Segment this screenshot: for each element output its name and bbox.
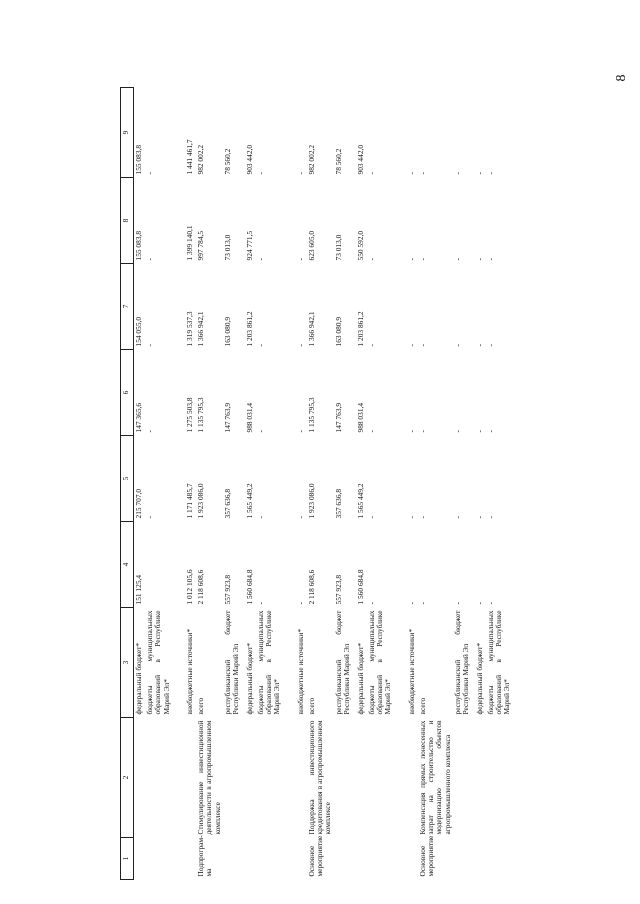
table-row bbox=[453, 88, 475, 880]
table-row bbox=[185, 88, 196, 880]
table-cell-c1: Основное мероприятие bbox=[417, 835, 435, 877]
table-cell-c5: - bbox=[417, 516, 427, 519]
table-cell-c2: Стимулирование инвестиционной деятельности в агропромышленном комплексе bbox=[196, 720, 222, 835]
page-number: 8 bbox=[614, 74, 629, 82]
table-row bbox=[356, 88, 367, 880]
header-cell: 8 bbox=[121, 178, 134, 264]
table-cell-c7: - bbox=[452, 344, 462, 347]
table-cell-c1 bbox=[134, 838, 146, 880]
table-cell-c4: 557 923,8 bbox=[333, 574, 343, 605]
table-cell-c6: - bbox=[474, 430, 484, 433]
table-cell-c6: 1 275 503,8 bbox=[185, 397, 194, 433]
table-cell-c3: внебюджетные источники* bbox=[185, 628, 194, 715]
table-cell-c3: республиканский бюджет Республики Марий Эл bbox=[333, 610, 351, 715]
table-cell-c7: 163 080,9 bbox=[222, 316, 232, 347]
table-cell-c4: 1 012 105,6 bbox=[185, 569, 194, 605]
table-row bbox=[475, 88, 486, 880]
table-cell-c4: - bbox=[255, 602, 265, 605]
table-cell-c2 bbox=[407, 718, 418, 838]
table-row bbox=[223, 88, 245, 880]
table-cell-c3: республиканский бюджет Республики Марий Эл bbox=[452, 610, 471, 715]
table-cell-c6: 988 031,4 bbox=[355, 402, 365, 433]
table-cell-c9: 1 441 461,7 bbox=[185, 139, 194, 175]
table-cell-c4: - bbox=[417, 602, 427, 605]
table-cell-c3: бюджеты муниципальных образований в Республике Марий Эл* bbox=[485, 610, 512, 715]
table-cell-c1 bbox=[453, 838, 475, 880]
table-cell-c8: - bbox=[417, 258, 427, 261]
table-cell-c6: - bbox=[295, 430, 305, 433]
table-cell-c8: - bbox=[295, 258, 305, 261]
table-cell-c3: бюджеты муниципальных образований в Республике Марий Эл* bbox=[145, 610, 171, 715]
table-cell-c1 bbox=[334, 838, 356, 880]
table-cell-c4: 2 118 608,6 bbox=[196, 569, 205, 605]
table-cell-c8: - bbox=[145, 258, 154, 261]
table-cell-c2 bbox=[356, 718, 367, 838]
table-cell-c8: - bbox=[255, 258, 265, 261]
table-cell-c7: - bbox=[474, 344, 484, 347]
table-cell-c6: - bbox=[417, 430, 427, 433]
table-cell-c3: всего bbox=[306, 697, 316, 715]
table-cell-c3: федеральный бюджет* bbox=[355, 642, 365, 715]
table-cell-c3: республиканский бюджет Республики Марий Эл bbox=[222, 610, 241, 715]
table-cell-c4: - bbox=[406, 602, 416, 605]
table-cell-c2 bbox=[334, 718, 356, 838]
table-cell-c7: - bbox=[417, 344, 427, 347]
table-row bbox=[196, 88, 223, 880]
table-cell-c9: 78 560,2 bbox=[222, 148, 232, 175]
table-cell-c2 bbox=[245, 718, 256, 838]
table-cell-c2 bbox=[134, 718, 146, 838]
table-cell-c4: 557 923,8 bbox=[222, 574, 232, 605]
table-cell-c9: - bbox=[145, 172, 154, 175]
table-cell-c7: - bbox=[295, 344, 305, 347]
table-cell-c5: - bbox=[145, 516, 154, 519]
table-cell-c5: 1 923 086,0 bbox=[196, 483, 205, 519]
table-cell-c9: - bbox=[295, 172, 305, 175]
table-cell-c1: Подпрограм-ма bbox=[196, 835, 214, 877]
table-cell-c5: - bbox=[474, 516, 484, 519]
table-cell-c2 bbox=[486, 718, 526, 838]
table-cell-c1 bbox=[256, 838, 296, 880]
table-cell-c5: 1 171 485,7 bbox=[185, 483, 194, 519]
table-cell-c4: - bbox=[366, 602, 376, 605]
table-cell-c7: 1 319 537,3 bbox=[185, 311, 194, 347]
table-cell-c6: - bbox=[452, 430, 462, 433]
table-cell-c1 bbox=[245, 838, 256, 880]
header-cell: 9 bbox=[121, 88, 134, 178]
table-cell-c7: 1 203 861,2 bbox=[244, 311, 254, 347]
table-cell-c4: - bbox=[452, 602, 462, 605]
table-cell-c6: 988 031,4 bbox=[244, 402, 254, 433]
table-cell-c1 bbox=[223, 838, 245, 880]
table-cell-c5: - bbox=[295, 516, 305, 519]
table-cell-c1 bbox=[367, 838, 407, 880]
table-cell-c5: - bbox=[485, 516, 495, 519]
table-cell-c5: - bbox=[406, 516, 416, 519]
table-cell-c1 bbox=[356, 838, 367, 880]
table-cell-c6: 147 763,9 bbox=[333, 402, 343, 433]
header-cell: 3 bbox=[121, 608, 134, 718]
table-cell-c3: бюджеты муниципальных образований в Республике Марий Эл* bbox=[255, 610, 282, 715]
table-cell-c5: 357 636,8 bbox=[333, 488, 343, 519]
table-cell-c1 bbox=[475, 838, 486, 880]
table-cell-c9: - bbox=[417, 172, 427, 175]
table-cell-c5: 1 923 086,0 bbox=[306, 483, 316, 519]
table-cell-c9: 903 442,0 bbox=[355, 144, 365, 175]
table-row bbox=[407, 88, 418, 880]
table-cell-c6: - bbox=[485, 430, 495, 433]
table-cell-c8: 1 399 140,1 bbox=[185, 225, 194, 261]
table-cell-c6: 1 135 795,3 bbox=[196, 397, 205, 433]
table-cell-c3: федеральный бюджет* bbox=[134, 642, 143, 715]
table-cell-c5: 215 707,0 bbox=[134, 488, 143, 519]
table-cell-c3: внебюджетные источники* bbox=[295, 628, 305, 715]
table-row bbox=[418, 88, 453, 880]
table-cell-c5: - bbox=[255, 516, 265, 519]
header-cell: 1 bbox=[121, 838, 134, 880]
table-body bbox=[134, 88, 526, 880]
table-cell-c8: 623 605,0 bbox=[306, 230, 316, 261]
table-cell-c4: 151 125,4 bbox=[134, 574, 143, 605]
table-cell-c9: - bbox=[255, 172, 265, 175]
table-cell-c6: - bbox=[406, 430, 416, 433]
table-cell-c6: 147 763,9 bbox=[222, 402, 232, 433]
table-cell-c2 bbox=[296, 718, 307, 838]
header-cell: 5 bbox=[121, 436, 134, 522]
table-cell-c5: - bbox=[366, 516, 376, 519]
table-cell-c9: 78 560,2 bbox=[333, 148, 343, 175]
table-cell-c6: 1 135 795,3 bbox=[306, 397, 316, 433]
table-row bbox=[256, 88, 296, 880]
table-cell-c7: 1 366 942,1 bbox=[196, 311, 205, 347]
table-cell-c8: 155 083,8 bbox=[134, 230, 143, 261]
table-cell-c2 bbox=[367, 718, 407, 838]
table-cell-c3: бюджеты муниципальных образований в Республике Марий Эл* bbox=[366, 610, 393, 715]
table-cell-c1: Основное мероприятие bbox=[306, 835, 325, 877]
table-cell-c1 bbox=[185, 838, 196, 880]
table-cell-c2 bbox=[185, 718, 196, 838]
table-cell-c9: - bbox=[406, 172, 416, 175]
table-cell-c7: - bbox=[145, 344, 154, 347]
table-row bbox=[334, 88, 356, 880]
table-cell-c5: 357 636,8 bbox=[222, 488, 232, 519]
table-cell-c4: 1 560 684,8 bbox=[355, 569, 365, 605]
table-cell-c4: - bbox=[474, 602, 484, 605]
table-cell-c4: - bbox=[485, 602, 495, 605]
table-cell-c7: - bbox=[255, 344, 265, 347]
table-row bbox=[367, 88, 407, 880]
table-cell-c2 bbox=[223, 718, 245, 838]
table-cell-c7: - bbox=[406, 344, 416, 347]
table-cell-c1 bbox=[486, 838, 526, 880]
table-cell-c9: - bbox=[485, 172, 495, 175]
table-cell-c6: 147 365,6 bbox=[134, 402, 143, 433]
table-cell-c4 bbox=[145, 522, 185, 608]
table-cell-c1 bbox=[407, 838, 418, 880]
table-cell-c6: - bbox=[255, 430, 265, 433]
table-header-row bbox=[121, 88, 134, 880]
header-cell: 7 bbox=[121, 264, 134, 350]
rotated-document-sheet bbox=[120, 88, 600, 880]
header-cell: 4 bbox=[121, 522, 134, 608]
table-cell-c1 bbox=[296, 838, 307, 880]
table-cell-c8: - bbox=[485, 258, 495, 261]
table-cell-c9: 903 442,0 bbox=[244, 144, 254, 175]
table-row bbox=[486, 88, 526, 880]
table-row bbox=[134, 88, 146, 880]
table-cell-c3: федеральный бюджет* bbox=[244, 642, 254, 715]
table-cell-c8: - bbox=[366, 258, 376, 261]
table-cell-c6: - bbox=[366, 430, 376, 433]
table-cell-c4: 1 560 684,8 bbox=[244, 569, 254, 605]
table-cell-c2 bbox=[145, 718, 185, 838]
table-cell-c8: 550 592,0 bbox=[355, 230, 365, 261]
table-cell-c7: 1 366 942,1 bbox=[306, 311, 316, 347]
table-cell-c5: 1 565 449,2 bbox=[244, 483, 254, 519]
table-cell-c2 bbox=[475, 718, 486, 838]
table-cell-c8: - bbox=[452, 258, 462, 261]
header-cell: 2 bbox=[121, 718, 134, 838]
table-cell-c9: 982 002,2 bbox=[306, 144, 316, 175]
table-cell-c3: федеральный бюджет* bbox=[474, 642, 484, 715]
table-cell-c8: 924 771,5 bbox=[244, 230, 254, 261]
table-cell-c9: - bbox=[474, 172, 484, 175]
table-cell-c1 bbox=[145, 838, 185, 880]
table-row bbox=[296, 88, 307, 880]
table-cell-c8: - bbox=[474, 258, 484, 261]
table-cell-c4: - bbox=[295, 602, 305, 605]
table-cell-c6: - bbox=[145, 430, 154, 433]
table-cell-c2: Поддержка инвестиционного кредитования в агропромышленном комплексе bbox=[306, 720, 333, 835]
table-row bbox=[245, 88, 256, 880]
table-cell-c5: - bbox=[452, 516, 462, 519]
table-cell-c9: 982 002,2 bbox=[196, 144, 205, 175]
table-cell-c3: всего bbox=[417, 697, 427, 715]
table-cell-c8: 73 013,0 bbox=[333, 234, 343, 261]
table-cell-c7: 154 055,0 bbox=[134, 316, 143, 347]
table-cell-c9: 155 083,8 bbox=[134, 144, 143, 175]
table-cell-c2: Компенсация прямых понесенных затрат на строительство и модернизацию объектов агропромышленного комплекса bbox=[417, 720, 452, 835]
table-cell-c3: внебюджетные источники* bbox=[406, 628, 416, 715]
table-cell-c3: всего bbox=[196, 697, 205, 715]
table-cell-c8: 997 784,5 bbox=[196, 230, 205, 261]
table-cell-c9: - bbox=[452, 172, 462, 175]
table-row bbox=[145, 88, 185, 880]
table-cell-c7: 163 080,9 bbox=[333, 316, 343, 347]
table-cell-c7: - bbox=[485, 344, 495, 347]
table-cell-c9: - bbox=[366, 172, 376, 175]
table-cell-c2 bbox=[256, 718, 296, 838]
table-cell-c7: 1 203 861,2 bbox=[355, 311, 365, 347]
budget-table bbox=[120, 87, 526, 880]
table-cell-c7: - bbox=[366, 344, 376, 347]
table-row bbox=[307, 88, 334, 880]
table-cell-c5: 1 565 449,2 bbox=[355, 483, 365, 519]
table-cell-c8: 73 013,0 bbox=[222, 234, 232, 261]
table-cell-c2 bbox=[453, 718, 475, 838]
table-cell-c4: 2 118 608,6 bbox=[306, 569, 316, 605]
table-cell-c8: - bbox=[406, 258, 416, 261]
header-cell: 6 bbox=[121, 350, 134, 436]
